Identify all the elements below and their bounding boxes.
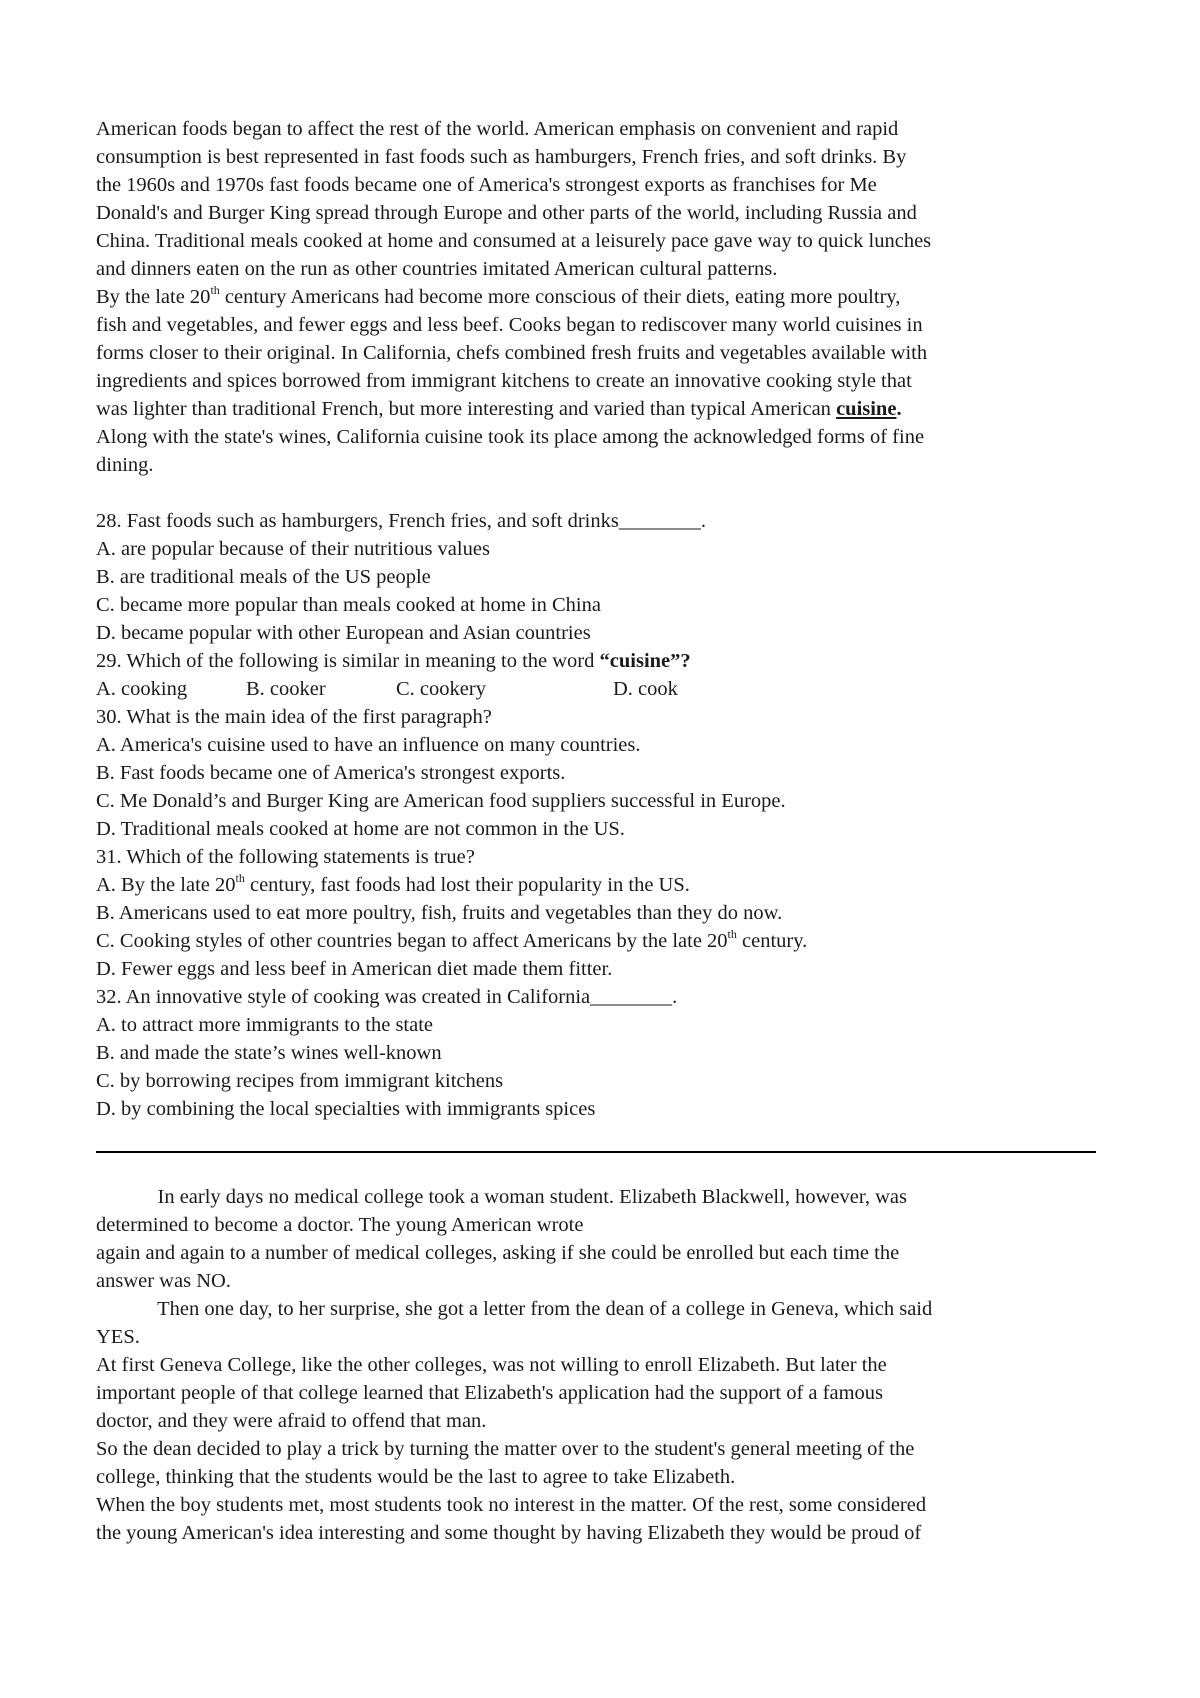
answer-option: B. Fast foods became one of America's strongest exports. [96,762,566,784]
paragraph-line: Donald's and Burger King spread through Europe and other parts of the world, including Russia and [96,202,917,224]
paragraph-line: In early days no medical college took a woman student. Elizabeth Blackwell, however, was [96,1186,907,1208]
section-divider [96,1151,1096,1153]
paragraph-line: China. Traditional meals cooked at home and consumed at a leisurely pace gave way to quick lunches [96,230,932,252]
paragraph-line [96,283,1096,311]
question-29-options-row [96,675,1096,703]
paragraph-line: ingredients and spices borrowed from immigrant kitchens to create an innovative cooking style that [96,370,912,392]
paragraph-line: fish and vegetables, and fewer eggs and less beef. Cooks began to rediscover many world cuisines in [96,314,923,336]
paragraph-line: At first Geneva College, like the other colleges, was not willing to enroll Elizabeth. But later the [96,1354,887,1376]
question-29-stem [96,647,1096,675]
paragraph-line: Then one day, to her surprise, she got a letter from the dean of a college in Geneva, which said [96,1298,933,1320]
answer-option: B. Americans used to eat more poultry, fish, fruits and vegetables than they do now. [96,902,783,924]
paragraph-line: answer was NO. [96,1270,231,1292]
text-run: was lighter than traditional French, but more interesting and varied than typical American [96,398,837,420]
paragraph-line: determined to become a doctor. The young American wrote [96,1214,584,1236]
question-30-stem: 30. What is the main idea of the first paragraph? [96,706,492,728]
quoted-word: “cuisine”? [599,650,691,672]
paragraph-line: American foods began to affect the rest of the world. American emphasis on convenient and rapid [96,118,899,140]
paragraph-line: consumption is best represented in fast foods such as hamburgers, French fries, and soft drinks. By [96,146,907,168]
paragraph-line: important people of that college learned that Elizabeth's application had the support of a famous [96,1382,883,1404]
superscript: th [727,927,737,941]
answer-option: A. to attract more immigrants to the state [96,1014,434,1036]
answer-option: C. cookery [396,678,486,700]
highlighted-word-cuisine: cuisine [836,398,897,420]
paragraph-line: doctor, and they were afraid to offend that man. [96,1410,487,1432]
paragraph-line: the young American's idea interesting and some thought by having Elizabeth they would be proud of [96,1522,922,1544]
paragraph-line: and dinners eaten on the run as other countries imitated American cultural patterns. [96,258,778,280]
passage-elizabeth-blackwell [96,1183,1096,1547]
answer-option: C. Me Donald’s and Burger King are American food suppliers successful in Europe. [96,790,786,812]
answer-option: D. cook [613,678,678,700]
paragraph-line: again and again to a number of medical colleges, asking if she could be enrolled but each time the [96,1242,900,1264]
answer-option: D. became popular with other European and Asian countries [96,622,591,644]
text-run: century. [736,930,808,952]
text-run: C. Cooking styles of other countries began to affect Americans by the late 20 [96,930,728,952]
paragraph-line: college, thinking that the students would be the last to agree to take Elizabeth. [96,1466,736,1488]
answer-option: C. by borrowing recipes from immigrant kitchens [96,1070,504,1092]
text-run: century, fast foods had lost their popularity in the US. [244,874,690,896]
questions-section [96,507,1096,1123]
question-31-stem: 31. Which of the following statements is true? [96,846,475,868]
text-run: By the late 20 [96,286,211,308]
paragraph-line: So the dean decided to play a trick by turning the matter over to the student's general meeting of the [96,1438,915,1460]
answer-option: A. America's cuisine used to have an influence on many countries. [96,734,641,756]
passage-american-foods [96,115,1096,479]
question-32-stem: 32. An innovative style of cooking was created in California________. [96,986,678,1008]
paragraph-line: Along with the state's wines, California cuisine took its place among the acknowledged forms of fine [96,426,925,448]
superscript: th [210,283,220,297]
answer-option: A. cooking [96,678,188,700]
text-run: A. By the late 20 [96,874,236,896]
superscript: th [235,871,245,885]
paragraph-line: the 1960s and 1970s fast foods became one of America's strongest exports as franchises for Me [96,174,877,196]
paragraph-line: When the boy students met, most students took no interest in the matter. Of the rest, some considered [96,1494,927,1516]
answer-option: D. Traditional meals cooked at home are not common in the US. [96,818,625,840]
answer-option: A. are popular because of their nutritious values [96,538,490,560]
answer-option [96,927,1096,955]
paragraph-line: YES. [96,1326,140,1348]
question-28-stem: 28. Fast foods such as hamburgers, French fries, and soft drinks________. [96,510,706,532]
answer-option: B. and made the state’s wines well-known [96,1042,442,1064]
paragraph-line: forms closer to their original. In California, chefs combined fresh fruits and vegetables available with [96,342,928,364]
answer-option: C. became more popular than meals cooked at home in China [96,594,601,616]
paragraph-line [96,395,1096,423]
text-run: century Americans had become more conscious of their diets, eating more poultry, [219,286,901,308]
answer-option: B. are traditional meals of the US people [96,566,431,588]
answer-option: D. by combining the local specialties with immigrants spices [96,1098,596,1120]
answer-option [96,871,1096,899]
paragraph-line: dining. [96,454,154,476]
answer-option: D. Fewer eggs and less beef in American diet made them fitter. [96,958,613,980]
answer-option: B. cooker [246,678,326,700]
text-run: . [896,398,902,420]
text-run: 29. Which of the following is similar in meaning to the word [96,650,600,672]
